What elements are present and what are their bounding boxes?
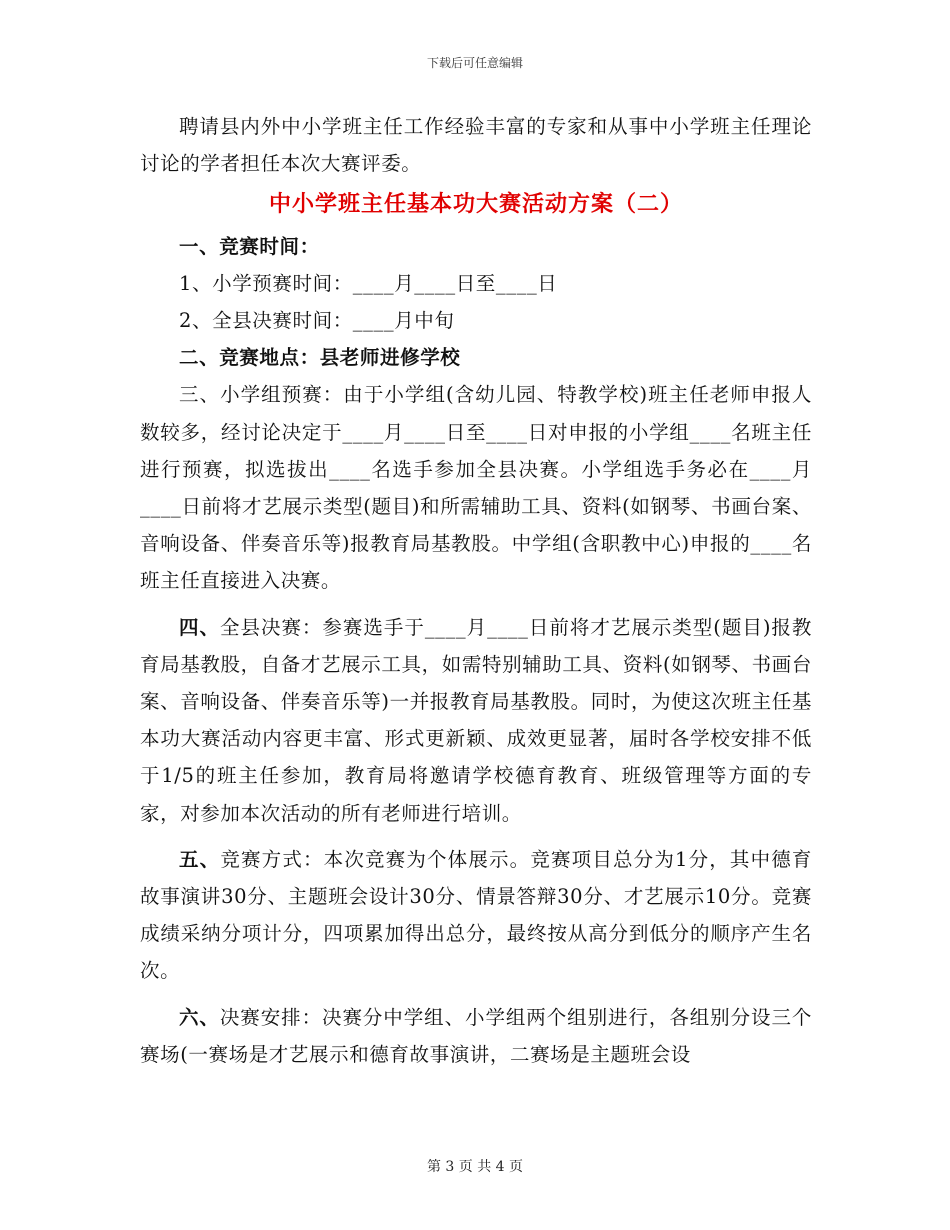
paragraph-county-final-time: 2、全县决赛时间：____月中旬: [179, 309, 455, 333]
section-heading-venue: 二、竞赛地点：县老师进修学校: [179, 346, 461, 370]
paragraph-primary-prelim: 三、小学组预赛：由于小学组(含幼儿园、特教学校)班主任老师申报人数较多，经讨论决定于____月____日至____日对申报的小学组____名班主任进行预赛，拟选拔出____名选手参加全县决赛。小学组选手务必在____月____日前将才艺展示类型(题目)和所需辅助工具、资料(如钢琴、书画台案、音响设备、伴奏音乐等)报教育局基教股。中学组(含职教中心)申报的____名班主任直接进入决赛。: [140, 383, 812, 593]
paragraph-competition-method: [140, 841, 812, 990]
competition-method-text: 竞赛方式：本次竞赛为个体展示。竞赛项目总分为1分，其中德育故事演讲30分、主题班会设计30分、情景答辩30分、才艺展示10分。竞赛成绩采纳分项计分，四项累加得出总分，最终按从高分到低分的顺序产生名次。: [140, 847, 813, 983]
section-number-6: 六、: [179, 1005, 220, 1029]
paragraph-county-final: [140, 609, 812, 832]
page-footer: 第 3 页 共 4 页: [426, 1159, 524, 1175]
page-header: 下载后可任意编辑: [426, 56, 523, 70]
section-heading-time: 一、竞赛时间：: [179, 234, 320, 258]
county-final-text: 全县决赛：参赛选手于____月____日前将才艺展示类型(题目)报教育局基教股，自备才艺展示工具，如需特别辅助工具、资料(如钢琴、书画台案、音响设备、伴奏音乐等)一并报教育局基教股。同时，为使这次班主任基本功大赛活动内容更丰富、形式更新颖、成效更显著，届时各学校安排不低于1/5的班主任参加，教育局将邀请学校德育教育、班级管理等方面的专家，对参加本次活动的所有老师进行培训。: [140, 615, 813, 825]
paragraph-primary-prelim-time: 1、小学预赛时间：____月____日至____日: [179, 271, 558, 295]
section-number-4: 四、: [179, 615, 220, 639]
final-arrangement-text: 决赛安排：决赛分中学组、小学组两个组别进行，各组别分设三个赛场(一赛场是才艺展示和德育故事演讲，二赛场是主题班会设: [140, 1005, 812, 1066]
document-body: [140, 108, 812, 1073]
document-title: 中小学班主任基本功大赛活动方案（二）: [268, 191, 683, 218]
paragraph-judges: 聘请县内外中小学班主任工作经验丰富的专家和从事中小学班主任理论讨论的学者担任本次大赛评委。: [140, 115, 812, 176]
paragraph-final-arrangement: [140, 999, 812, 1073]
section-number-5: 五、: [179, 847, 221, 871]
